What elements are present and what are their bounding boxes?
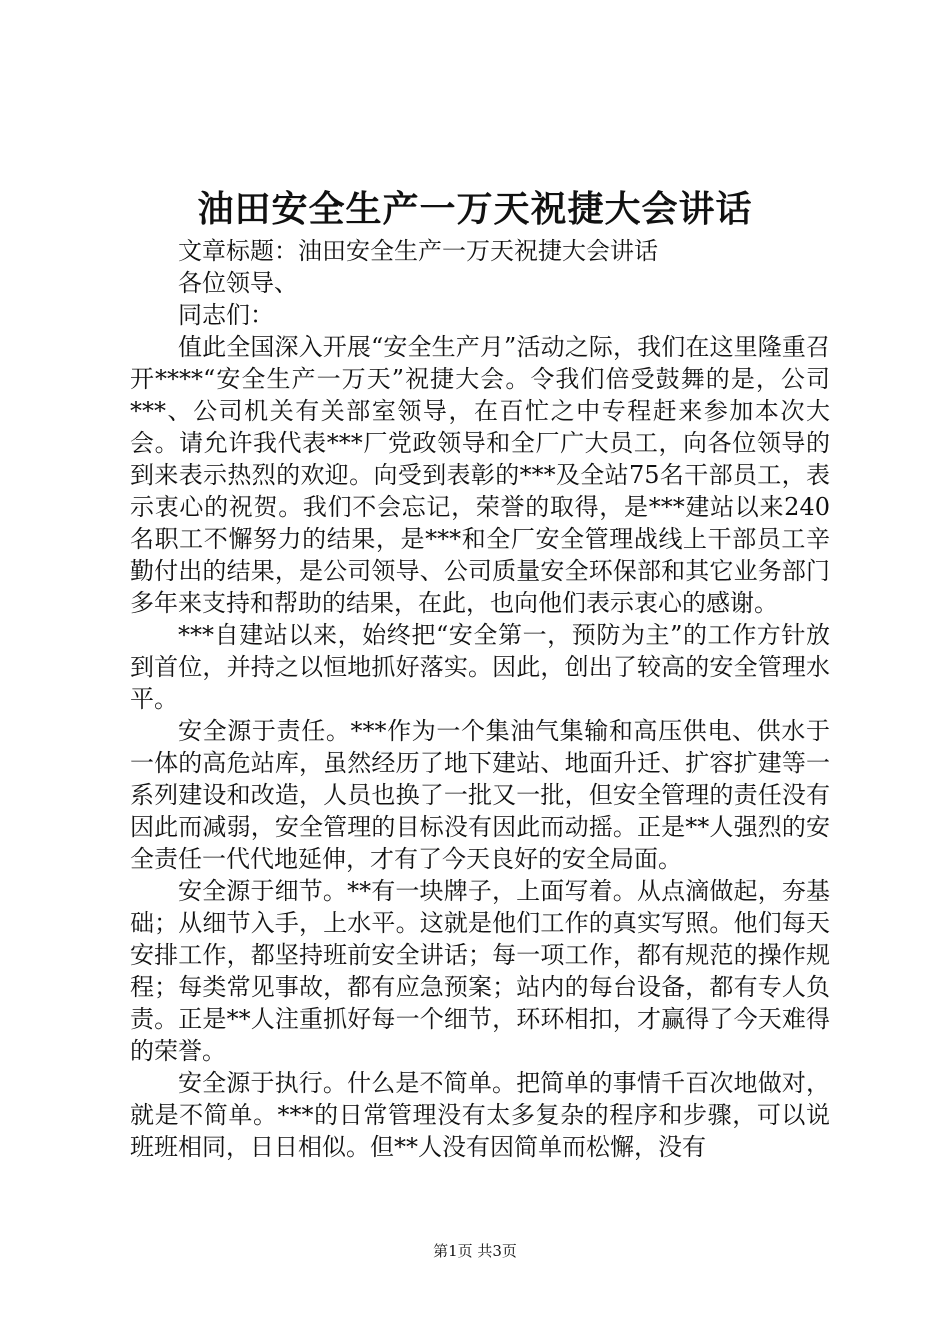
paragraph: ***自建站以来，始终把“安全第一，预防为主”的工作方针放到首位，并持之以恒地抓好落实。因此，创出了较高的安全管理水平。: [130, 621, 830, 713]
paragraph: 安全源于责任。***作为一个集油气集输和高压供电、供水于一体的高危站库，虽然经历了地下建站、地面升迁、扩容扩建等一系列建设和改造，人员也换了一批又一批，但安全管理的责任没有因此而减弱，安全管理的目标没有因此而动摇。正是**人强烈的安全责任一代代地延伸，才有了今天良好的安全局面。: [130, 717, 830, 873]
article-title-line: 文章标题：油田安全生产一万天祝捷大会讲话: [178, 237, 658, 265]
salutation-comrades: 同志们：: [178, 301, 274, 329]
paragraph: 安全源于执行。什么是不简单。把简单的事情千百次地做对，就是不简单。***的日常管理没有太多复杂的程序和步骤，可以说班班相同，日日相似。但**人没有因简单而松懈，没有: [130, 1069, 830, 1161]
document-body: [130, 235, 830, 1163]
paragraph: 值此全国深入开展“安全生产月”活动之际，我们在这里隆重召开****“安全生产一万天”祝捷大会。令我们倍受鼓舞的是，公司***、公司机关有关部室领导，在百忙之中专程赶来参加本次大会。请允许我代表***厂党政领导和全厂广大员工，向各位领导的到来表示热烈的欢迎。向受到表彰的***及全站75名干部员工，表示衷心的祝贺。我们不会忘记，荣誉的取得，是***建站以来240名职工不懈努力的结果，是***和全厂安全管理战线上干部员工辛勤付出的结果，是公司领导、公司质量安全环保部和其它业务部门多年来支持和帮助的结果，在此，也向他们表示衷心的感谢。: [130, 333, 830, 617]
page-number-footer: 第1页 共3页: [433, 1242, 517, 1260]
salutation-leaders: 各位领导、: [178, 269, 298, 297]
paragraph: 安全源于细节。**有一块牌子，上面写着。从点滴做起，夯基础；从细节入手，上水平。这就是他们工作的真实写照。他们每天安排工作，都坚持班前安全讲话；每一项工作，都有规范的操作规程；每类常见事故，都有应急预案；站内的每台设备，都有专人负责。正是**人注重抓好每一个细节，环环相扣，才赢得了今天难得的荣誉。: [130, 877, 830, 1065]
document-title: 油田安全生产一万天祝捷大会讲话: [197, 188, 753, 230]
